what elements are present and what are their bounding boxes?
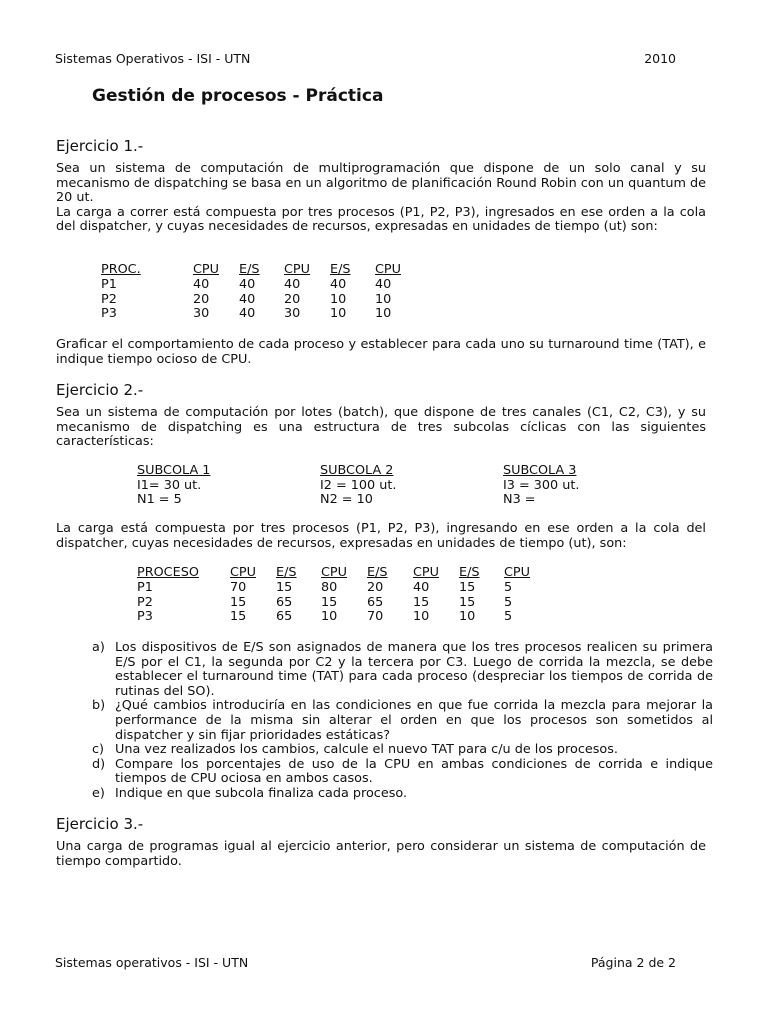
table-cell: 20	[284, 291, 301, 307]
exercise-2-text	[56, 406, 706, 450]
table-cell: 40	[284, 276, 301, 292]
table-cell: 10	[459, 609, 476, 625]
subcola-1	[137, 464, 307, 508]
subcola-interval: I1= 30 ut.	[137, 477, 202, 493]
subcola-interval: I2 = 100 ut.	[320, 477, 397, 493]
question-letter: b)	[92, 698, 106, 714]
table-cell: 65	[367, 594, 384, 610]
question-item	[92, 787, 713, 802]
page-footer-left: Sistemas operativos - ISI - UTN	[55, 955, 249, 970]
table-cell: 15	[459, 579, 476, 595]
table-cell: 40	[413, 579, 430, 595]
question-letter: d)	[92, 756, 106, 772]
question-item	[92, 641, 713, 699]
table-cell: 15	[230, 609, 247, 625]
table-cell: 15	[230, 594, 247, 610]
table-header-cell: CPU	[504, 565, 531, 580]
question-letter: e)	[92, 785, 105, 801]
table-row	[137, 581, 544, 596]
table-cell: 20	[193, 291, 210, 307]
table-cell: 40	[239, 276, 256, 292]
table-cell: 10	[330, 306, 347, 322]
table-cell: 10	[375, 291, 392, 307]
subcola-name: SUBCOLA 1	[137, 463, 211, 478]
table-header-cell: E/S	[239, 262, 260, 277]
table-header-row	[101, 263, 415, 278]
table-cell: 40	[330, 276, 347, 292]
exercise-1-text	[56, 162, 706, 235]
question-text: ¿Qué cambios introduciría en las condiciones en que fue corrida la mezcla para mejorar la performance de la misma sin alterar el orden en que los procesos son sometidos al dispatcher y sin fijar prioridades estáticas?	[115, 698, 713, 743]
table-cell: 40	[193, 276, 210, 292]
table-header-cell: CPU	[375, 262, 402, 277]
table-cell: P2	[137, 594, 153, 610]
document-title: Gestión de procesos - Práctica	[92, 86, 384, 106]
subcolas-block	[137, 463, 580, 510]
table-cell: P2	[101, 291, 117, 307]
table-cell: 5	[504, 579, 513, 595]
question-item	[92, 758, 713, 787]
exercise-2-paragraph-1: Sea un sistema de computación por lotes (batch), que dispone de tres canales (C1, C2, C3), y su mecanismo de dispatching es una estructura de tres subcolas cíclicas con las siguientes características:	[56, 405, 706, 450]
table-row	[101, 293, 415, 308]
table-cell: 15	[459, 594, 476, 610]
table-header-cell: CPU	[230, 565, 257, 580]
question-letter: c)	[92, 742, 105, 758]
exercise-1-heading: Ejercicio 1.-	[56, 137, 144, 155]
exercise-2-paragraph-2: La carga está compuesta por tres procesos (P1, P2, P3), ingresando en ese orden a la cola del dispatcher, cuyas necesidades de recursos, expresadas en unidades de tiempo (ut), son:	[56, 521, 706, 551]
subcola-name: SUBCOLA 3	[503, 463, 577, 478]
table-row	[137, 596, 544, 611]
page-number: Página 2 de 2	[590, 955, 676, 970]
table-cell: 15	[321, 594, 338, 610]
table-cell: 15	[413, 594, 430, 610]
table-header-cell: E/S	[276, 565, 297, 580]
exercise-1-paragraph-2: La carga a correr está compuesta por tres procesos (P1, P2, P3), ingresados en ese orden a la cola del dispatcher, y cuyas necesidades de recursos, expresadas en unidades de tiempo (ut) son:	[56, 204, 706, 235]
table-cell: 40	[239, 306, 256, 322]
table-header-cell: CPU	[321, 565, 348, 580]
table-cell: 10	[375, 306, 392, 322]
table-cell: 15	[276, 579, 293, 595]
subcola-name: SUBCOLA 2	[320, 463, 394, 478]
exercise-3-paragraph-1: Una carga de programas igual al ejercicio anterior, pero considerar un sistema de computación de tiempo compartido.	[56, 839, 706, 869]
table-cell: P1	[137, 579, 153, 595]
exercise-2-table	[137, 566, 544, 625]
table-cell: 5	[504, 609, 513, 625]
table-cell: 65	[276, 609, 293, 625]
table-cell: 65	[276, 594, 293, 610]
table-cell: 10	[330, 291, 347, 307]
table-cell: 20	[367, 579, 384, 595]
question-text: Indique en que subcola finaliza cada proceso.	[115, 785, 408, 801]
question-letter: a)	[92, 640, 105, 655]
table-header-cell: PROC.	[101, 262, 141, 277]
page-header-left: Sistemas Operativos - ISI - UTN	[55, 51, 251, 66]
table-cell: P1	[101, 276, 117, 292]
table-cell: 10	[413, 609, 430, 625]
table-cell: 10	[321, 609, 338, 625]
subcola-interval: I3 = 300 ut.	[503, 477, 580, 493]
table-cell: 40	[239, 291, 256, 307]
table-cell: 70	[367, 609, 384, 625]
question-item	[92, 743, 713, 758]
table-header-row	[137, 566, 544, 581]
exercise-2-load-text	[56, 522, 706, 551]
question-text: Una vez realizados los cambios, calcule el nuevo TAT para c/u de los procesos.	[115, 742, 618, 758]
table-cell: 40	[375, 276, 392, 292]
subcola-2	[320, 464, 490, 508]
table-cell: 5	[504, 594, 513, 610]
exercise-2-heading: Ejercicio 2.-	[56, 381, 144, 399]
exercise-1-paragraph-1: Sea un sistema de computación de multiprogramación que dispone de un solo canal y su mecanismo de dispatching se basa en un algoritmo de planificación Round Robin con un quantum de 20 ut.	[56, 161, 706, 206]
page-header-right: 2010	[644, 51, 676, 66]
subcola-n: N2 = 10	[320, 492, 373, 508]
question-text: Compare los porcentajes de uso de la CPU en ambas condiciones de corrida e indique tiempos de CPU ociosa en ambos casos.	[115, 756, 713, 787]
exercise-3-text	[56, 840, 706, 869]
exercise-2-questions	[92, 641, 713, 802]
table-header-cell: CPU	[284, 262, 311, 277]
question-item	[92, 699, 713, 743]
table-row	[101, 307, 415, 322]
subcola-n: N1 = 5	[137, 492, 182, 508]
table-header-cell: CPU	[413, 565, 440, 580]
table-cell: P3	[137, 609, 153, 625]
table-header-cell: E/S	[367, 565, 388, 580]
table-cell: P3	[101, 306, 117, 322]
exercise-1-instruction	[56, 338, 706, 367]
table-cell: 80	[321, 579, 338, 595]
exercise-3-heading: Ejercicio 3.-	[56, 815, 144, 833]
question-text: Los dispositivos de E/S son asignados de manera que los tres procesos realicen su primera E/S por el C1, la segunda por C2 y la tercera por C3. Luego de corrida la mezcla, se debe establecer el turnaround time (TAT) para cada proceso (despreciar los tiempos de corrida de rutinas del SO).	[115, 640, 713, 699]
table-row	[137, 610, 544, 625]
subcola-3	[503, 464, 673, 508]
table-cell: 30	[193, 306, 210, 322]
table-row	[101, 278, 415, 293]
table-header-cell: CPU	[193, 262, 220, 277]
table-header-cell: PROCESO	[137, 565, 199, 580]
exercise-1-paragraph-3: Graficar el comportamiento de cada proceso y establecer para cada uno su turnaround time (TAT), e indique tiempo ocioso de CPU.	[56, 337, 706, 367]
table-header-cell: E/S	[459, 565, 480, 580]
table-cell: 30	[284, 306, 301, 322]
table-cell: 70	[230, 579, 247, 595]
subcola-n: N3 =	[503, 492, 536, 508]
exercise-1-table	[101, 263, 415, 322]
table-header-cell: E/S	[330, 262, 351, 277]
